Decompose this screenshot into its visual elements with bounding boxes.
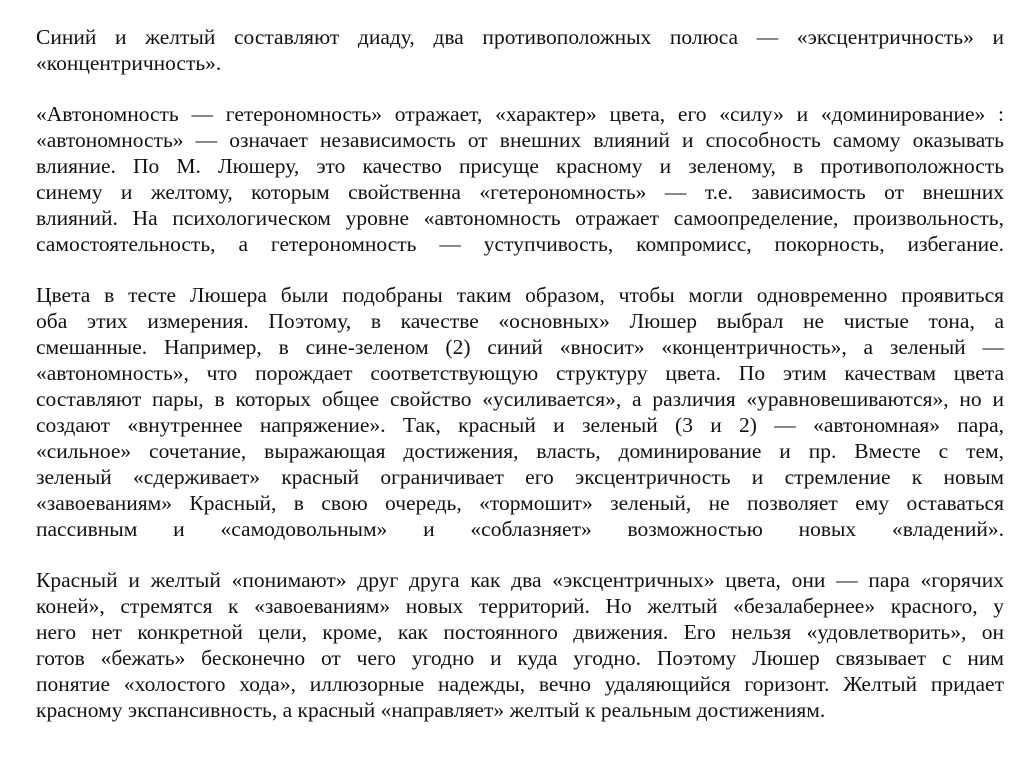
paragraph-spacer	[36, 542, 1004, 567]
text-line: «Автономность — гетерономность» отражает, «характер» цвета, его «силу» и «доминирование» :	[36, 102, 1004, 126]
text-line: коней», стремятся к «завоеваниям» новых территорий. Но желтый «безалабернее» красного, у	[36, 594, 1004, 618]
paragraph-spacer	[36, 257, 1004, 282]
text-line: создают «внутреннее напряжение». Так, красный и зеленый (3 и 2) — «автономная» пара,	[36, 413, 1004, 437]
text-line: «концентричность».	[36, 51, 222, 75]
text-line: Синий и желтый составляют диаду, два противоположных полюса — «эксцентричность» и	[36, 25, 1004, 49]
paragraph	[36, 282, 1004, 542]
text-line: самостоятельность, а гетерономность — уступчивость, компромисс, покорность, избегание.	[36, 232, 1004, 256]
paragraph	[36, 101, 1004, 257]
text-line: смешанные. Например, в сине-зеленом (2) синий «вносит» «концентричность», а зеленый —	[36, 335, 1004, 359]
text-line: оба этих измерения. Поэтому, в качестве «основных» Люшер выбрал не чистые тона, а	[36, 309, 1004, 333]
text-line: «автономность» — означает независимость от внешних влияний и способность самому оказывать	[36, 128, 1004, 152]
paragraph	[36, 567, 1004, 723]
document-body	[36, 24, 1004, 723]
text-line: Цвета в тесте Люшера были подобраны таким образом, чтобы могли одновременно проявиться	[36, 283, 1004, 307]
text-line: влияние. По М. Люшеру, это качество присуще красному и зеленому, в противоположность	[36, 154, 1004, 178]
text-line: составляют пары, в которых общее свойство «усиливается», а различия «уравновешиваются», но и	[36, 387, 1004, 411]
text-line: него нет конкретной цели, кроме, как постоянного движения. Его нельзя «удовлетворить», он	[36, 620, 1004, 644]
text-line: понятие «холостого хода», иллюзорные надежды, вечно удаляющийся горизонт. Желтый придает	[36, 672, 1004, 696]
text-line: «завоеваниям» Красный, в свою очередь, «тормошит» зеленый, не позволяет ему оставаться	[36, 491, 1004, 515]
paragraph-spacer	[36, 76, 1004, 101]
text-line: «сильное» сочетание, выражающая достижения, власть, доминирование и пр. Вместе с тем,	[36, 439, 1004, 463]
text-line: Красный и желтый «понимают» друг друга как два «эксцентричных» цвета, они — пара «горячих	[36, 568, 1004, 592]
text-line: влияний. На психологическом уровне «автономность отражает самоопределение, произвольность,	[36, 206, 1004, 230]
text-line: синему и желтому, которым свойственна «гетерономность» — т.е. зависимость от внешних	[36, 180, 1004, 204]
text-line: «автономность», что порождает соответствующую структуру цвета. По этим качествам цвета	[36, 361, 1004, 385]
paragraph	[36, 24, 1004, 76]
text-line: готов «бежать» бесконечно от чего угодно и куда угодно. Поэтому Люшер связывает с ним	[36, 646, 1004, 670]
text-line: красному экспансивность, а красный «направляет» желтый к реальным достижениям.	[36, 698, 826, 722]
text-line: пассивным и «самодовольным» и «соблазняет» возможностью новых «владений».	[36, 517, 1004, 541]
text-line: зеленый «сдерживает» красный ограничивает его эксцентричность и стремление к новым	[36, 465, 1004, 489]
